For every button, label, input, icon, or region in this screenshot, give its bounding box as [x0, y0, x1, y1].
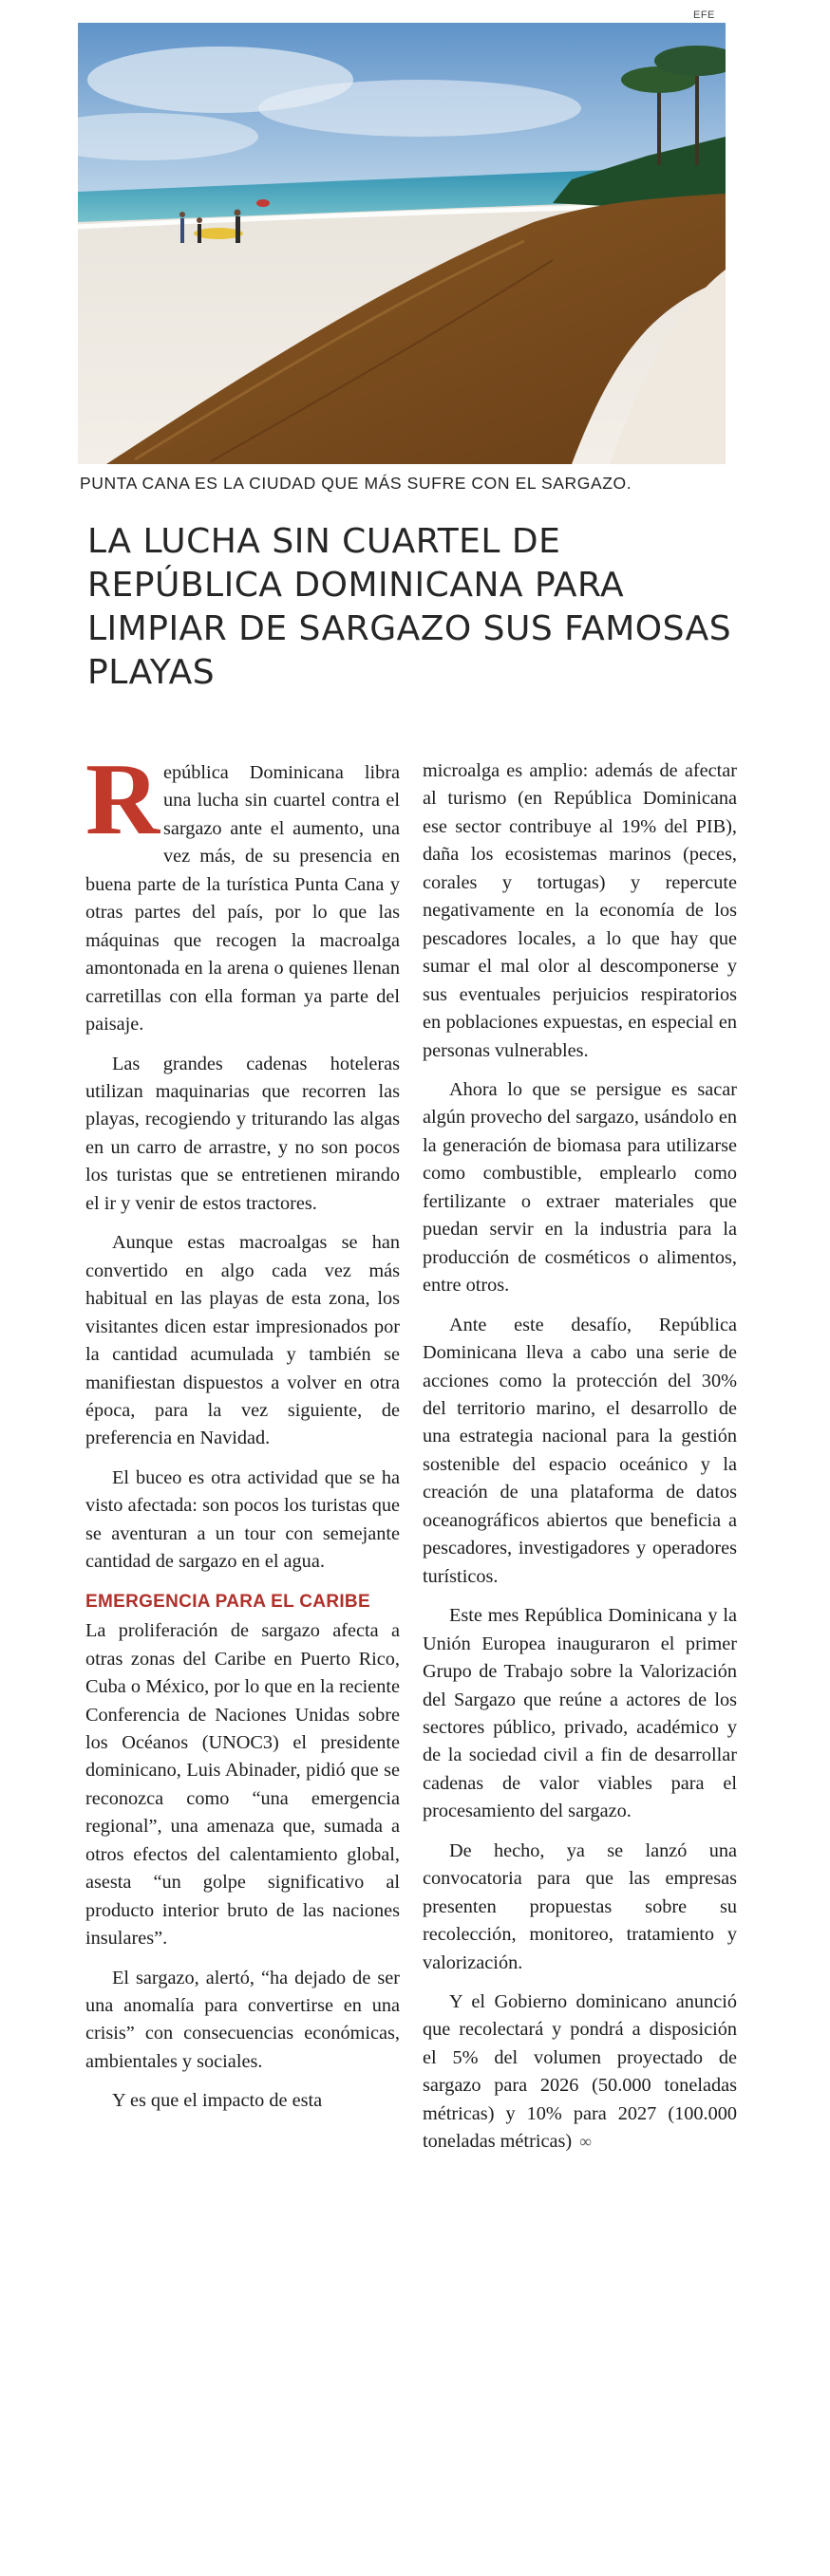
paragraph: Y el Gobierno dominicano anunció que recolectará y pondrá a disposición el 5% del volumen proyectado de sargazo para 2026 (50.000 toneladas métricas) y 10% para 2027 (100.000 toneladas métricas) ∞	[423, 1991, 737, 2153]
photo-credit: EFE	[693, 9, 715, 21]
photo-caption: PUNTA CANA ES LA CIUDAD QUE MÁS SUFRE CON EL SARGAZO.	[80, 474, 632, 493]
paragraph: Y es que el impacto de esta	[112, 2090, 323, 2112]
paragraph: microalga es amplio: además de afectar al turismo (en República Dominicana ese sector contribuye al 19% del PIB), daña los ecosistemas marinos (peces, corales y tortugas) y repercute negativamente en la economía de los pescadores locales, a lo que hay que sumar el mal olor al descomponerse y sus eventuales perjuicios respiratorios en poblaciones expuestas, en especial en personas vulnerables.	[423, 760, 737, 1061]
sargassum-beach-image	[78, 23, 726, 464]
paragraph: El buceo es otra actividad que se ha visto afectada: son pocos los turistas que se aventuran a un tour con semejante cantidad de sargazo en el agua.	[85, 1466, 400, 1573]
end-of-article-icon: ∞	[579, 2132, 592, 2152]
section-subhead: EMERGENCIA PARA EL CARIBE	[85, 1591, 370, 1612]
paragraph: De hecho, ya se lanzó una convocatoria para que las empresas presenten propuestas sobre su recolección, monitoreo, tratamiento y valorización.	[423, 1839, 737, 1973]
paragraph: Ahora lo que se persigue es sacar algún provecho del sargazo, usándolo en la generación de biomasa para utilizarse como combustible, emplearlo como fertilizante o extraer materiales que puedan servir en la industria para la producción de cosméticos o alimentos, entre otros.	[423, 1078, 737, 1297]
beach-photo	[78, 23, 726, 464]
paragraph: Las grandes cadenas hoteleras utilizan maquinarias que recorren las playas, recogiendo y triturando las algas en un carro de arrastre, y no son pocos los turistas que se entretienen mirando el ir y venir de estos tractores.	[85, 1053, 400, 1214]
paragraph: La proliferación de sargazo afecta a otras zonas del Caribe en Puerto Rico, Cuba o México, por lo que en la reciente Conferencia de Naciones Unidas sobre los Océanos (UNOC3) el presidente dominicano, Luis Abinader, pidió que se reconozca como “una emergencia regional”, una amenaza que, sumada a otros efectos del calentamiento global, asesta “un golpe significativo al producto interior bruto de las naciones insulares”.	[85, 1620, 400, 1950]
article-headline: LA LUCHA SIN CUARTEL DE REPÚBLICA DOMINICANA PARA LIMPIAR DE SARGAZO SUS FAMOSAS PLAYAS	[87, 522, 732, 692]
paragraph: Este mes República Dominicana y la Unión Europea inauguraron el primer Grupo de Trabajo sobre la Valorización del Sargazo que reúne a actores de los sectores público, privado, académico y de la sociedad civil a fin de desarrollar cadenas de valor viables para el procesamiento del sargazo.	[423, 1605, 737, 1822]
paragraph: Ante este desafío, República Dominicana lleva a cabo una serie de acciones como la protección del 30% del territorio marino, el desarrollo de una estrategia nacional para la gestión sostenible del espacio oceánico y la creación de una plataforma de datos oceanográficos abiertos que beneficia a pescadores, investigadores y operadores turísticos.	[423, 1314, 737, 1587]
drop-cap: R	[85, 743, 160, 856]
paragraph: El sargazo, alertó, “ha dejado de ser una anomalía para convertirse en una crisis” con consecuencias económicas, ambientales y sociales.	[85, 1967, 400, 2072]
article-column-right	[423, 757, 737, 2168]
article-column-left	[85, 743, 400, 2127]
paragraph: República Dominicana libra una lucha sin cuartel contra el sargazo ante el aumento, una vez más, de su presencia en buena parte de la turística Punta Cana y otras partes del país, por lo que las máquinas que recogen la macroalga amontonada en la arena o quienes llenan carretillas con ella forman ya parte del paisaje.	[85, 743, 400, 1036]
paragraph: Aunque estas macroalgas se han convertido en algo cada vez más habitual en las playas de esta zona, los visitantes dicen estar impresionados por la cantidad acumulada y también se manifiestan dispuestos a volver en otra época, para la vez siguiente, de preferencia en Navidad.	[85, 1232, 400, 1449]
